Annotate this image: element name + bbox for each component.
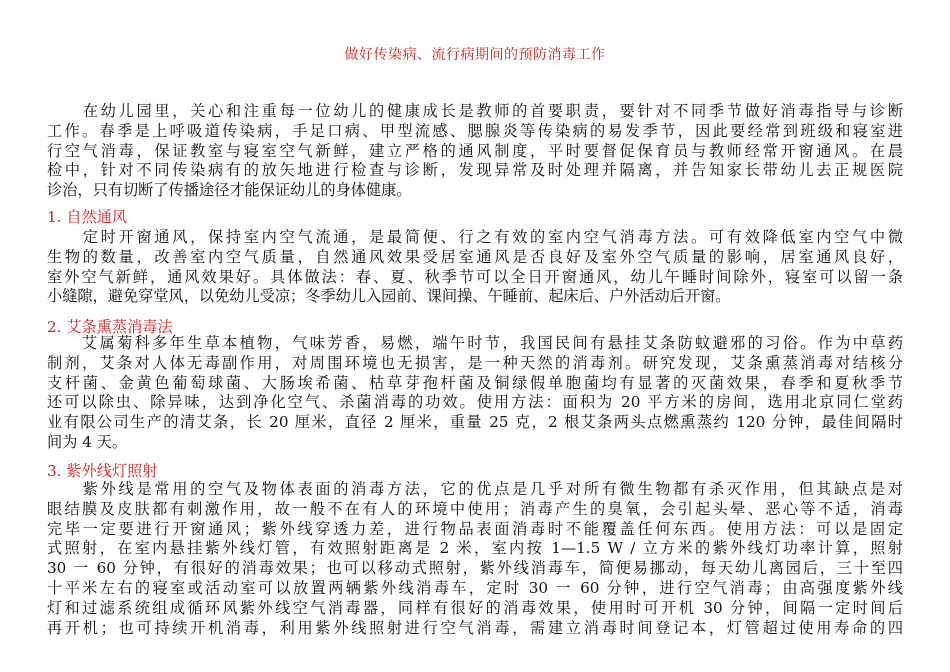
- section-heading-ventilation: 1. 自然通风: [47, 208, 128, 226]
- section-line: 还可以除虫、除异味，达到净化空气、杀菌消毒的功效。使用方法：面积为 20 平方米的房间，选用北京同仁堂药: [47, 393, 903, 412]
- section-line: 紫外线是常用的空气及物体表面的消毒方法，它的优点是几乎对所有微生物都有杀灭作用，但其缺点是对: [47, 480, 903, 498]
- section-line: 眼结膜及皮肤都有刺激作用，故一般不在有人的环境中使用；消毒产生的臭氧，会引起头晕、恶心等不适，消毒: [47, 499, 903, 518]
- section-heading-uv: 3. 紫外线灯照射: [47, 462, 158, 480]
- intro-line: 诊治，只有切断了传播途径才能保证幼儿的身体健康。: [47, 181, 412, 200]
- intro-line: 行空气消毒，保证教室与寝室空气新鲜，建立严格的通风制度，平时要督促保育员与教师经常开窗通风。在晨: [47, 141, 903, 160]
- intro-line: 在幼儿园里，关心和注重每一位幼儿的健康成长是教师的首要职责，要针对不同季节做好消毒指导与诊断: [47, 102, 903, 120]
- section-line: 小缝隙，避免穿堂风，以免幼儿受凉；冬季幼儿入园前、课间操、午睡前、起床后、户外活动后开窗。: [47, 287, 731, 306]
- section-line: 室外空气新鲜，通风效果好。具体做法：春、夏、秋季节可以全日开窗通风，幼儿午睡时间除外，寝室可以留一条: [47, 267, 903, 286]
- section-line: 定时开窗通风，保持室内空气流通，是最简便、行之有效的室内空气消毒方法。可有效降低室内空气中微: [47, 228, 903, 246]
- section-line: 十平米左右的寝室或活动室可以放置两辆紫外线消毒车，定时 30 一 60 分钟，进行空气消毒；由高强度紫外线: [47, 578, 903, 597]
- section-line: 间为 4 天。: [47, 432, 128, 451]
- document-title: 做好传染病、流行病期间的预防消毒工作: [344, 47, 606, 63]
- section-line: 30 一 60 分钟，有很好的消毒效果；也可以移动式照射，紫外线消毒车，简便易挪动，每天幼儿离园后，三十至四: [47, 559, 903, 578]
- section-paragraph-ventilation: [47, 228, 903, 307]
- intro-paragraph: [47, 102, 903, 201]
- section-paragraph-uv: [47, 480, 903, 638]
- section-line: 生物的数量，改善室内空气质量，自然通风效果受居室通风是否良好及室外空气质量的影响，居室通风良好，: [47, 247, 903, 266]
- section-heading-moxa: 2. 艾条熏蒸消毒法: [47, 318, 173, 336]
- intro-line: 检中，针对不同传染病有的放矢地进行检查与诊断，发现异常及时处理并隔离，并告知家长带幼儿去正规医院: [47, 161, 903, 180]
- section-line: 支杆菌、金黄色葡萄球菌、大肠埃希菌、枯草芽孢杆菌及铜绿假单胞菌均有显著的灭菌效果，春季和夏秋季节: [47, 373, 903, 392]
- section-line: 业有限公司生产的清艾条，长 20 厘米，直径 2 厘米，重量 25 克，2 根艾条两头点燃熏蒸约 120 分钟，最佳间隔时: [47, 413, 903, 432]
- section-paragraph-moxa: [47, 334, 903, 453]
- intro-line: 工作。春季是上呼吸道传染病，手足口病、甲型流感、腮腺炎等传染病的易发季节，因此要经常到班级和寝室进: [47, 121, 903, 140]
- section-line: 灯和过滤系统组成循环风紫外线空气消毒器，同样有很好的消毒效果，使用时可开机 30 分钟，间隔一定时间后: [47, 598, 903, 617]
- section-line: 艾属菊科多年生草本植物，气味芳香，易燃，端午时节，我国民间有悬挂艾条防蚊避邪的习俗。作为中草药: [47, 334, 903, 352]
- section-line: 完毕一定要进行开窗通风；紫外线穿透力差，进行物品表面消毒时不能覆盖任何东西。使用方法：可以是固定: [47, 519, 903, 538]
- section-line: 再开机；也可持续开机消毒，利用紫外线照射进行空气消毒，需建立消毒时间登记本，灯管超过使用寿命的四: [47, 618, 903, 637]
- section-line: 制剂，艾条对人体无毒副作用，对周围环境也无损害，是一种天然的消毒剂。研究发现，艾条熏蒸消毒对结核分: [47, 353, 903, 372]
- section-line: 式照射，在室内悬挂紫外线灯管，有效照射距离是 2 米，室内按 1—1.5 W / 立方米的紫外线灯功率计算，照射: [47, 539, 903, 558]
